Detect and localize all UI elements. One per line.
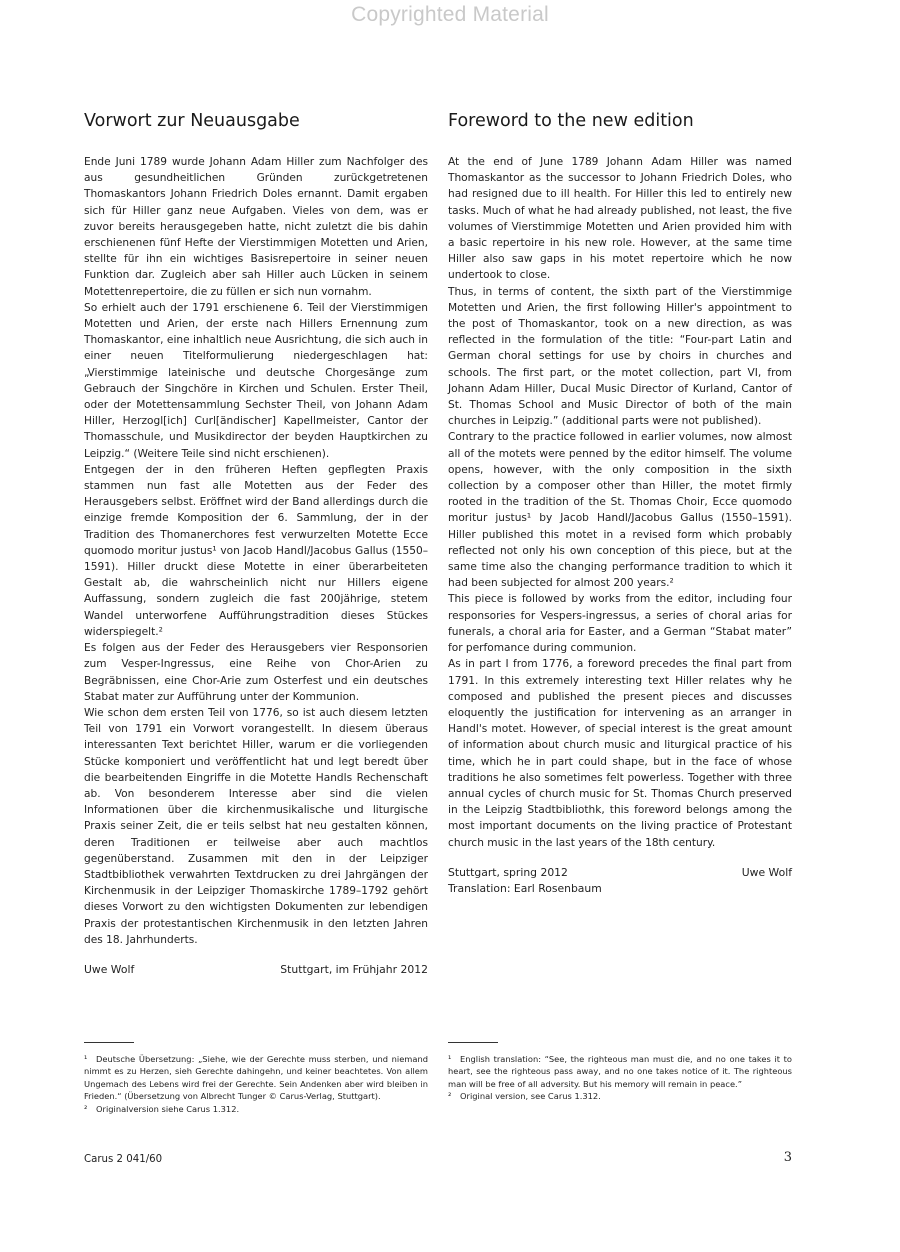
german-footnotes	[84, 1042, 428, 1115]
english-signature-author: Uwe Wolf	[741, 865, 792, 879]
footnote	[448, 1053, 792, 1090]
footnote-rule	[84, 1042, 134, 1043]
english-column	[448, 108, 792, 897]
english-title: Foreword to the new edition	[448, 111, 694, 131]
footnote	[84, 1053, 428, 1103]
english-paragraph: Contrary to the practice followed in earlier volumes, now almost all of the motets were penned by the editor himself. The volume opens, however, with the only composition in the sixth collection by a composer other than Hiller, the motet firmly rooted in the tradition of the St. Thomas Choir, Ecce quomodo moritur justus¹ by Jacob Handl/Jacobus Gallus (1550–1591). Hiller published this motet in a revised form which probably reflected not only his own conception of this piece, but at the same time also the changing performance tradition to which it had been subjected for almost 200 years.²	[448, 431, 792, 590]
footnote	[84, 1103, 428, 1115]
german-paragraph: Ende Juni 1789 wurde Johann Adam Hiller zum Nachfolger des aus gesundheitlichen Gründen zurückgetretenen Thomaskantors Johann Friedrich Doles ernannt. Damit ergaben sich für Hiller ganz neue Aufgaben. Vieles von dem, was er zuvor bereits herausgegeben hatte, nicht zuletzt die bis dahin erschienenen fünf Hefte der Vierstimmigen Motetten und Arien, stellte für ihn ein wichtiges Basisrepertoire in seiner neuen Funktion dar. Zugleich aber sah Hiller auch Lücken in seinem Motettenrepertoire, die zu füllen er sich nun vornahm.	[84, 156, 428, 298]
footnote-text: Deutsche Übersetzung: „Siehe, wie der Gerechte muss sterben, und niemand nimmt es zu Herzen, sieh Gerechte dahingehn, und keiner beachtetes. Von allem Ungemach des Lebens wird frei der Gerechte. Sein Andenken aber wird bleiben in Frieden.“ (Übersetzung von Albrecht Tunger © Carus-Verlag, Stuttgart).	[84, 1054, 428, 1102]
english-translator-credit: Translation: Earl Rosenbaum	[448, 881, 602, 895]
english-signature-place-date: Stuttgart, spring 2012	[448, 865, 568, 879]
german-paragraph: So erhielt auch der 1791 erschienene 6. Teil der Vierstimmigen Motetten und Arien, der erste nach Hillers Ernennung zum Thomaskantor, eine inhaltlich neue Ausrichtung, die sich auch in einer neuen Titelformulierung niedergeschlagen hat: „Vierstimmige lateinische und deutsche Chorgesänge zum Gebrauch der Singchöre in Kirchen und Schulen. Erster Theil, oder der Motettensammlung Sechster Theil, von Johann Adam Hiller, Herzogl[ich] Curl[ändischer] Kapellmeister, Cantor der Thomasschule, und Musikdirector der beyden Hauptkirchen zu Leipzig.“ (Weitere Teile sind nicht erschienen).	[84, 301, 428, 460]
footnote-number: ¹	[448, 1054, 452, 1064]
footnote	[448, 1090, 792, 1102]
footnote-number: ¹	[84, 1054, 88, 1064]
german-body	[84, 154, 428, 948]
german-paragraph: Es folgen aus der Feder des Herausgebers vier Responsorien zum Vesper-Ingressus, eine Reihe von Chor-Arien zu Begräbnissen, eine Chor-Arie zum Osterfest und ein deutsches Stabat mater zur Aufführung unter der Kommunion.	[84, 642, 428, 703]
footnote-text: Original version, see Carus 1.312.	[460, 1091, 601, 1102]
footnote-text: English translation: “See, the righteous man must die, and no one takes it to heart, see the righteous pass away, and no one takes notice of it. The righteous man will be free of all adversity. But his memory will remain in peace.”	[448, 1054, 792, 1089]
english-paragraph: At the end of June 1789 Johann Adam Hiller was named Thomaskantor as the successor to Johann Friedrich Doles, who had resigned due to ill health. For Hiller this led to entirely new tasks. Much of what he had already published, not least, the five volumes of Vierstimmige Motetten und Arien provided him with a basic repertoire in his new role. However, at the same time Hiller also saw gaps in his motet repertoire which he now undertook to close.	[448, 156, 792, 282]
german-column	[84, 108, 428, 978]
english-paragraph: As in part I from 1776, a foreword precedes the final part from 1791. In this extremely interesting text Hiller relates why he composed and published the present pieces and discusses eloquently the justification for intervening as an arranger in Handl's motet. However, of special interest is the great amount of information about church music and liturgical practice of his time, which he in part could shape, but in the face of whose traditions he also sometimes felt powerless. Together with three annual cycles of church music for St. Thomas Church preserved in the Leipzig Stadtbibliothk, this foreword belongs among the most important documents on the living practice of Protestant church music in the last years of the 18th century.	[448, 658, 792, 849]
german-signature	[84, 962, 428, 978]
german-paragraph: Entgegen der in den früheren Heften gepflegten Praxis stammen nun fast alle Motetten aus der Feder des Herausgebers selbst. Eröffnet wird der Band allerdings durch die einzige fremde Komposition der 6. Sammlung, der in der Tradition des Thomanerchores fest verwurzelten Motette Ecce quomodo moritur justus¹ von Jacob Handl/Jacobus Gallus (1550–1591). Hiller druckt diese Motette in einer überarbeiteten Gestalt ab, die wahrscheinlich nicht nur Hillers eigene Auffassung, sondern zugleich die fast 200jährige, stetem Wandel unterworfene Aufführungstradition dieses Stückes widerspiegelt.²	[84, 463, 428, 638]
footnote-rule	[448, 1042, 498, 1043]
english-signature	[448, 865, 792, 881]
german-title: Vorwort zur Neuausgabe	[84, 111, 300, 131]
german-paragraph: Wie schon dem ersten Teil von 1776, so ist auch diesem letzten Teil von 1791 ein Vorwort vorangestellt. In diesem überaus interessanten Text berichtet Hiller, warum er die vorliegenden Stücke komponiert und veröffentlicht hat und legt beredt über die bearbeitenden Eingriffe in die Motette Handls Rechenschaft ab. Von besonderem Interesse aber sind die vielen Informationen über die kirchenmusikalische und liturgische Praxis seiner Zeit, die er teils selbst hat neu gestalten können, deren Traditionen er teilweise aber auch machtlos gegenüberstand. Zusammen mit den in der Leipziger Stadtbibliothek verwahrten Textdrucken zu drei Jahrgängen der Kirchenmusik in der Leipziger Thomaskirche 1789–1792 gehört dieses Vorwort zu den wichtigsten Dokumenten zur lebendigen Praxis der protestantischen Kirchenmusik in den letzten Jahren des 18. Jahrhunderts.	[84, 706, 428, 946]
footnote-number: ²	[84, 1103, 88, 1114]
english-footnotes	[448, 1042, 792, 1103]
copyright-watermark: Copyrighted Material	[351, 3, 549, 26]
footnote-text: Originalversion siehe Carus 1.312.	[96, 1103, 240, 1114]
footnote-number: ²	[448, 1091, 452, 1102]
english-paragraph: This piece is followed by works from the editor, including four responsories for Vespers-ingressus, a series of choral arias for funerals, a choral aria for Easter, and a German “Stabat mater” for perfomance during communion.	[448, 593, 792, 655]
page-number: 3	[783, 1150, 792, 1165]
german-signature-place-date: Stuttgart, im Frühjahr 2012	[280, 962, 428, 976]
catalog-number: Carus 2 041/60	[84, 1154, 163, 1165]
english-body	[448, 154, 792, 851]
german-signature-author: Uwe Wolf	[84, 962, 135, 976]
english-paragraph: Thus, in terms of content, the sixth part of the Vierstimmige Motetten und Arien, the first following Hiller's appointment to the post of Thomaskantor, took on a new direction, as was reflected in the formulation of the title: “Four-part Latin and German choral settings for use by choirs in churches and schools. The first part, or the motet collection, part VI, from Johann Adam Hiller, Ducal Music Director of Kurland, Cantor of St. Thomas School and Music Director of both of the main churches in Leipzig.” (additional parts were not published).	[448, 285, 792, 428]
